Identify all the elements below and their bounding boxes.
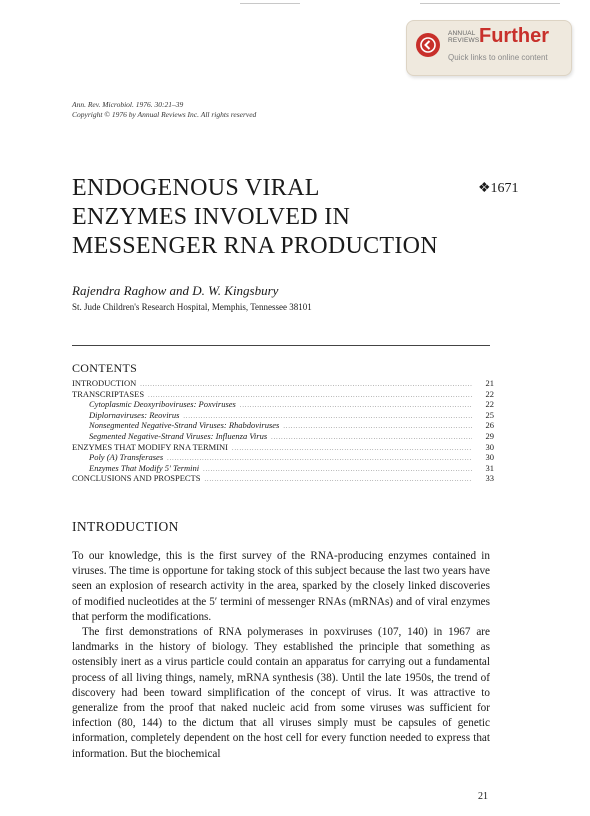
toc-entry[interactable]	[72, 378, 494, 389]
toc-page: 21	[485, 378, 494, 388]
toc-label: Poly (A) Transferases	[89, 452, 164, 463]
toc-page: 30	[485, 441, 494, 452]
publisher-line-1: ANNUAL	[448, 30, 476, 37]
toc-leader	[271, 433, 472, 444]
toc-page: 30	[485, 452, 494, 463]
article-title	[72, 174, 438, 261]
further-label: Further	[479, 25, 549, 47]
title-line: ENDOGENOUS VIRAL	[72, 175, 320, 201]
section-heading: INTRODUCTION	[72, 519, 179, 534]
toc-page: 22	[485, 388, 494, 399]
affiliation: St. Jude Children's Research Hospital, Memphis, Tennessee 38101	[72, 302, 312, 312]
toc-entry[interactable]	[72, 473, 494, 484]
table-of-contents	[72, 378, 494, 484]
toc-page: 26	[485, 420, 494, 431]
toc-leader	[203, 465, 472, 476]
toc-leader	[167, 454, 472, 465]
toc-page: 25	[485, 409, 494, 420]
journal-citation: Ann. Rev. Microbiol. 1976. 30:21–39	[72, 100, 184, 109]
toc-label: ENZYMES THAT MODIFY RNA TERMINI	[72, 441, 229, 452]
page-number: 21	[478, 791, 488, 802]
toc-entry[interactable]	[72, 399, 494, 410]
toc-entry[interactable]	[72, 410, 494, 421]
arrow-circle-icon	[416, 33, 440, 57]
authors: Rajendra Raghow and D. W. Kingsbury	[72, 283, 279, 298]
toc-leader	[232, 444, 472, 455]
body-paragraph: The first demonstrations of RNA polymerases in poxviruses (107, 140) in 1967 are landmarks in the history of biology. They established the principle that something as ostensibly inert as a virus particle could contain an apparatus for carrying out a fundamental process of all living things, namely, mRNA synthesis (38). Until the late 1950s, the trend of discovery had been toward simplification of the concept of virus. It was attractive to generalize from the proof that naked nucleic acid from some viruses was sufficient for infection (80, 144) to the dictum that all viruses simply must be capsules of genetic information, completely dependent on the host cell for every function needed to express that information. But the biochemical	[72, 626, 490, 760]
toc-entry[interactable]	[72, 442, 494, 453]
toc-leader	[283, 422, 472, 433]
toc-leader	[140, 380, 472, 391]
toc-page: 22	[485, 399, 494, 410]
journal-citation-block	[72, 100, 256, 120]
publisher-logo-text	[448, 30, 479, 44]
introduction-body	[72, 549, 490, 762]
title-line: ENZYMES INVOLVED IN	[72, 204, 351, 230]
further-links-badge[interactable]	[406, 20, 572, 76]
toc-label: CONCLUSIONS AND PROSPECTS	[72, 473, 201, 484]
toc-entry[interactable]	[72, 431, 494, 442]
toc-label: Segmented Negative-Strand Viruses: Influenza Virus	[89, 430, 268, 441]
further-subtitle: Quick links to online content	[448, 53, 548, 62]
copyright-notice: Copyright © 1976 by Annual Reviews Inc. All rights reserved	[72, 110, 257, 119]
article-number: ❖1671	[478, 181, 519, 196]
toc-leader	[240, 401, 472, 412]
toc-label: TRANSCRIPTASES	[72, 388, 145, 399]
toc-entry[interactable]	[72, 420, 494, 431]
contents-heading: CONTENTS	[72, 361, 138, 375]
toc-page: 29	[485, 430, 494, 441]
top-rule-left	[240, 3, 300, 4]
publisher-line-2: REVIEWS	[448, 37, 480, 44]
toc-page: 31	[485, 462, 494, 473]
top-rule-right	[420, 3, 560, 4]
toc-label: Nonsegmented Negative-Strand Viruses: Rhabdoviruses	[89, 420, 280, 431]
section-divider	[72, 345, 490, 346]
toc-label: Diplornaviruses: Reovirus	[89, 409, 180, 420]
toc-label: Enzymes That Modify 5′ Termini	[89, 462, 200, 473]
toc-page: 33	[485, 473, 494, 484]
toc-label: Cytoplasmic Deoxyriboviruses: Poxviruses	[89, 399, 236, 410]
toc-label: INTRODUCTION	[72, 378, 137, 388]
body-paragraph: To our knowledge, this is the first survey of the RNA-producing enzymes contained in viruses. The time is opportune for taking stock of this subject because the last two years have seen an explosion of research activity in the area, sparked by the closely linked discoveries of modified nucleotides at the 5′ termini of messenger RNAs (mRNAs) and of viral enzymes that perform the modifications.	[72, 550, 490, 623]
toc-entry[interactable]	[72, 389, 494, 400]
title-line: MESSENGER RNA PRODUCTION	[72, 233, 438, 259]
toc-leader	[204, 475, 472, 486]
toc-entry[interactable]	[72, 463, 494, 474]
toc-entry[interactable]	[72, 452, 494, 463]
